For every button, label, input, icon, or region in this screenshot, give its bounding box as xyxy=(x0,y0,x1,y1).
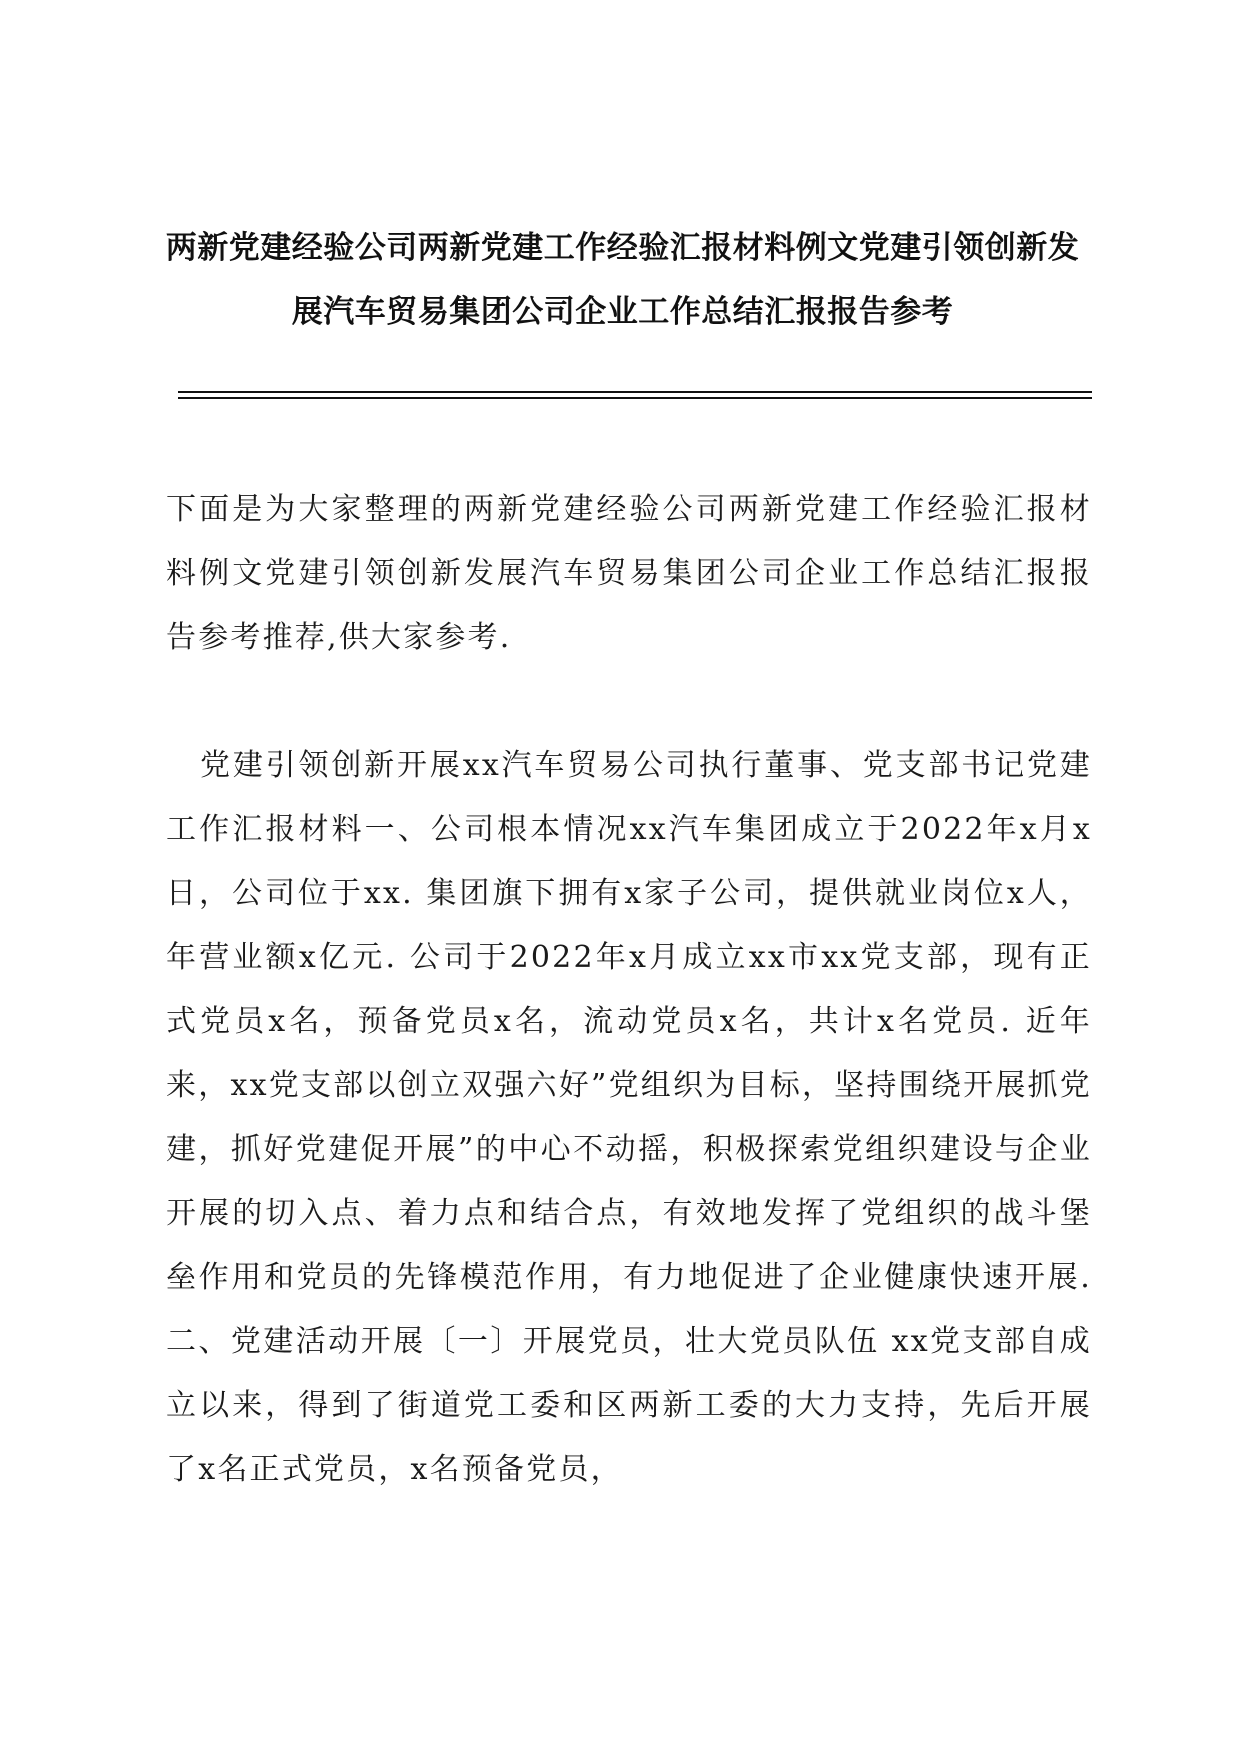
document-title: 两新党建经验公司两新党建工作经验汇报材料例文党建引领创新发展汽车贸易集团公司企业工作总结汇报报告参考 xyxy=(165,230,1080,330)
title-divider-bottom xyxy=(178,397,1092,399)
title-divider-top xyxy=(178,391,1092,393)
body-paragraph: 党建引领创新开展xx汽车贸易公司执行董事、党支部书记党建工作汇报材料一、公司根本情况xx汽车集团成立于2022年x月x日，公司位于xx. 集团旗下拥有x家子公司，提供就业岗位x人，年营业额x亿元. 公司于2022年x月成立xx市xx党支部，现有正式党员x名，预备党员x名，流动党员x名，共计x名党员. 近年来，xx党支部以创立双强六好”党组织为目标，坚持围绕开展抓党建，抓好党建促开展”的中心不动摇，积极探索党组织建设与企业开展的切入点、着力点和结合点，有效地发挥了党组织的战斗堡垒作用和党员的先锋模范作用，有力地促进了企业健康快速开展. 二、党建活动开展〔一〕开展党员，壮大党员队伍 xx党支部自成立以来，得到了街道党工委和区两新工委的大力支持，先后开展了x名正式党员，x名预备党员， xyxy=(166,748,1092,1487)
intro-paragraph: 下面是为大家整理的两新党建经验公司两新党建工作经验汇报材料例文党建引领创新发展汽车贸易集团公司企业工作总结汇报报告参考推荐,供大家参考. xyxy=(166,492,1092,655)
